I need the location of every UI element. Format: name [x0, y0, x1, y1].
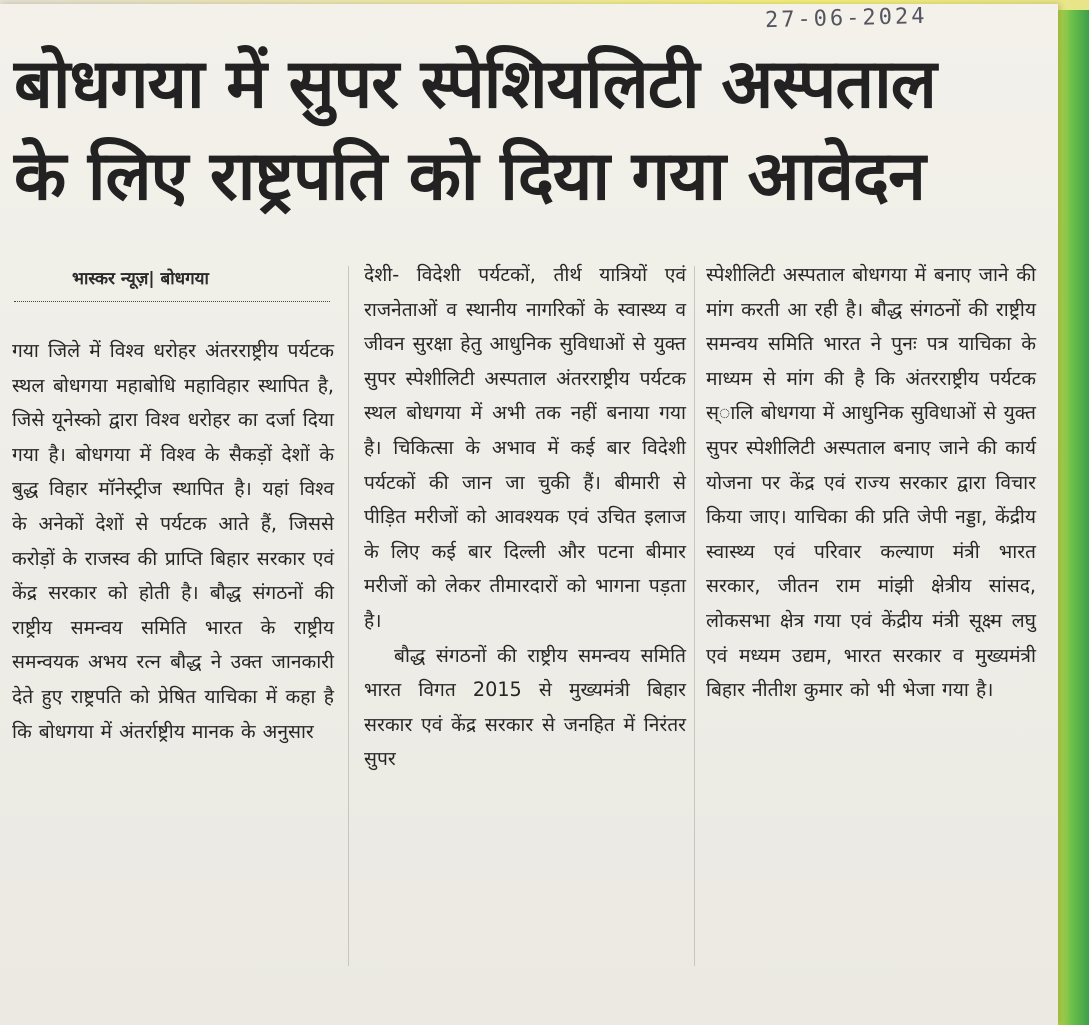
- byline-divider: [14, 301, 330, 302]
- article-column-1: [12, 334, 334, 749]
- handwritten-date: 27-06-2024: [764, 3, 928, 34]
- paragraph: स्पेशीलिटी अस्पताल बोधगया में बनाए जाने की मांग करती आ रही है। बौद्ध संगठनों की राष्ट्रीय समन्वय समिति भारत ने पुनः पत्र याचिका के माध्यम से मांग की है कि अंतरराष्ट्रीय पर्यटक स्ालि बोधगया में आधुनिक सुविधाओं से युक्त सुपर स्पेशीलिटी अस्पताल बनाए जाने की कार्य योजना पर केंद्र एवं राज्य सरकार द्वारा विचार किया जाए। याचिका की प्रति जेपी नड्डा, केंद्रीय स्वास्थ्य एवं परिवार कल्याण मंत्री भारत सरकार, जीतन राम मांझी क्षेत्रीय सांसद, लोकसभा क्षेत्र गया एवं केंद्रीय मंत्री सूक्ष्म लघु एवं मध्यम उद्यम, भारत सरकार व मुख्यमंत्री बिहार नीतीश कुमार को भी भेजा गया है।: [706, 263, 1036, 702]
- column-divider: [694, 266, 695, 966]
- newspaper-clipping: [0, 4, 1058, 1025]
- paragraph: बौद्ध संगठनों की राष्ट्रीय समन्वय समिति भारत विगत 2015 से मुख्यमंत्री बिहार सरकार एवं केंद्र सरकार से जनहित में निरंतर सुपर: [364, 643, 686, 771]
- byline: भास्कर न्यूज़| बोधगया: [72, 269, 209, 289]
- headline-line-2: के लिए राष्ट्रपति को दिया गया आवेदन: [14, 137, 925, 216]
- paragraph: देशी- विदेशी पर्यटकों, तीर्थ यात्रियों एवं राजनेताओं व स्थानीय नागरिकों के स्वास्थ्य व जीवन सुरक्षा हेतु आधुनिक सुविधाओं से युक्त सुपर स्पेशीलिटी अस्पताल अंतरराष्ट्रीय पर्यटक स्थल बोधगया में अभी तक नहीं बनाया गया है। चिकित्सा के अभाव में कई बार विदेशी पर्यटकों की जान जा चुकी हैं। बीमारी से पीड़ित मरीजों को आवश्यक एवं उचित इलाज के लिए कई बार दिल्ली और पटना बीमार मरीजों को लेकर तीमारदारों को भागना पड़ता है।: [364, 263, 686, 632]
- paragraph: गया जिले में विश्व धरोहर अंतरराष्ट्रीय पर्यटक स्थल बोधगया महाबोधि महाविहार स्थापित है, जिसे यूनेस्को द्वारा विश्व धरोहर का दर्जा दिया गया है। बोधगया में विश्व के सैकड़ों देशों के बुद्ध विहार मॉनेस्ट्रीज स्थापित है। यहां विश्व के अनेकों देशों से पर्यटक आते हैं, जिससे करोड़ों के राजस्व की प्राप्ति बिहार सरकार एवं केंद्र सरकार को होती है। बौद्ध संगठनों की राष्ट्रीय समन्वय समिति भारत के राष्ट्रीय समन्वयक अभय रत्न बौद्ध ने उक्त जानकारी देते हुए राष्ट्रपति को प्रेषित याचिका में कहा है कि बोधगया में अंतर्राष्ट्रीय मानक के अनुसार: [12, 339, 334, 743]
- headline-line-1: बोधगया में सुपर स्पेशियलिटी अस्पताल: [14, 45, 936, 124]
- column-divider: [348, 266, 349, 966]
- article-column-2: [364, 258, 686, 777]
- article-column-3: [706, 258, 1036, 708]
